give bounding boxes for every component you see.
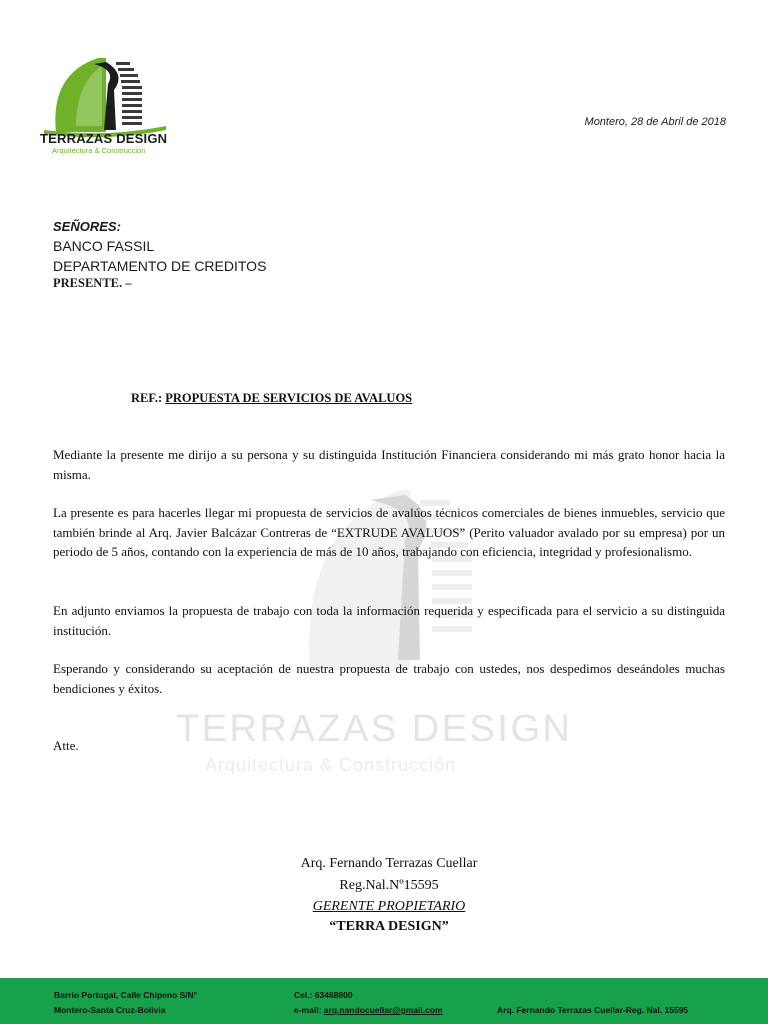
signatory-role: GERENTE PROPIETARIO: [312, 899, 466, 914]
signatory-name: Arq. Fernando Terrazas Cuellar: [300, 856, 478, 871]
addressee-bank: BANCO FASSIL: [53, 238, 155, 254]
footer-email-label: e-mail:: [294, 1005, 322, 1015]
body-paragraph-2: La presente es para hacerles llegar mi propuesta de servicios de avalúos técnicos comerciales de bienes inmuebles, servicio que también brinde al Arq. Javier Balcázar Contreras de “EXTRUDE AVALUOS” (Perito valuador avalado por su empresa) por un periodo de 5 años, contando con la experiencia de más de 10 años, trabajando con eficiencia, integridad y profesionalismo.: [53, 505, 725, 559]
footer-email-line: [294, 1005, 443, 1015]
closing: Atte.: [53, 738, 79, 753]
footer-email-link[interactable]: arq.nandocuellar@gmail.com: [323, 1005, 443, 1015]
addressee-presente: PRESENTE. –: [53, 276, 132, 290]
reference-title: PROPUESTA DE SERVICIOS DE AVALUOS: [165, 391, 413, 405]
reference-line: [131, 391, 412, 406]
footer-bar: [0, 978, 768, 1024]
reference-label: REF.:: [131, 391, 163, 405]
watermark-name: TERRAZAS DESIGN: [176, 708, 573, 750]
footer-address-1: Barrio Portugal, Calle Chipeno S/N°: [54, 990, 198, 1000]
signatory-company: “TERRA DESIGN”: [329, 919, 449, 934]
logo-name: TERRAZAS DESIGN: [40, 131, 168, 146]
watermark-tagline: Arquitectura & Construcción: [205, 755, 457, 775]
footer-address-2: Montero-Santa Cruz-Bolivia: [54, 1005, 166, 1015]
addressee-salutation: SEÑORES:: [53, 219, 121, 234]
logo-tagline: Arquitectura & Construcción: [52, 146, 146, 155]
addressee-department: DEPARTAMENTO DE CREDITOS: [53, 258, 267, 274]
signatory-registry: Reg.Nal.Nº15595: [339, 878, 439, 893]
body-paragraph-4: Esperando y considerando su aceptación de nuestra propuesta de trabajo con ustedes, nos despedimos deseándoles muchas bendiciones y éxitos.: [53, 661, 725, 696]
body-paragraph-1: Mediante la presente me dirijo a su persona y su distinguida Institución Financiera considerando mi más grato honor hacia la misma.: [53, 447, 725, 482]
footer-signature: Arq. Fernando Terrazas Cuellar-Reg. Nal. 15595: [497, 1005, 689, 1015]
body-paragraph-3: En adjunto enviamos la propuesta de trabajo con toda la información requerida y especificada para el servicio a su distinguida institución.: [53, 603, 725, 638]
letter-date: Montero, 28 de Abril de 2018: [584, 116, 726, 128]
footer-phone: Cel.: 63468800: [294, 990, 353, 1000]
